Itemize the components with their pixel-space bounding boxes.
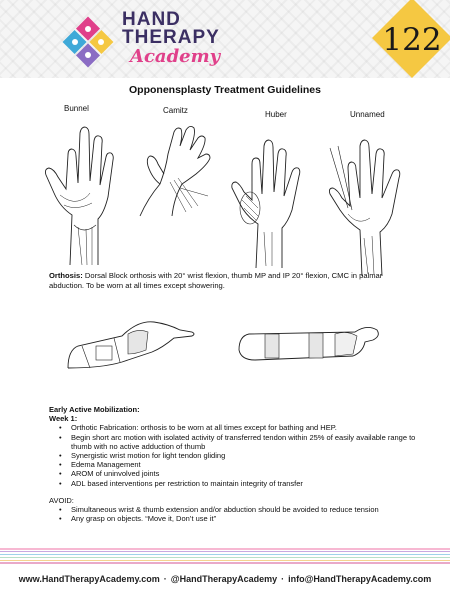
- figure-label-bunnel: Bunnel: [64, 104, 89, 113]
- footer-email-link[interactable]: info@HandTherapyAcademy.com: [288, 574, 432, 584]
- figure-label-camitz: Camitz: [163, 106, 188, 115]
- logo-text-academy: Academy: [130, 46, 221, 67]
- mobilization-heading: Early Active Mobilization:: [49, 405, 140, 414]
- avoid-heading: AVOID:: [49, 495, 74, 505]
- list-item: • Synergistic wrist motion for light tendon gliding: [71, 451, 421, 460]
- footer-website-link[interactable]: www.HandTherapyAcademy.com: [18, 574, 160, 584]
- decorative-stripes: [0, 548, 450, 570]
- footer-separator: ·: [163, 574, 167, 584]
- page-header: [0, 0, 450, 78]
- list-item: • Any grasp on objects. “Move it, Don’t use it”: [71, 514, 421, 523]
- hand-illustration-camitz: [130, 118, 230, 218]
- orthosis-label: Orthosis:: [49, 271, 83, 280]
- week-heading: Week 1:: [49, 414, 78, 424]
- list-item: • Orthotic Fabrication: orthosis to be worn at all times except for bathing and HEP.: [71, 423, 421, 432]
- orthosis-illustration-2: [235, 320, 385, 370]
- list-item: • ADL based interventions per restriction to maintain integrity of transfer: [71, 479, 421, 488]
- page-number: 122: [382, 22, 442, 58]
- figure-label-huber: Huber: [265, 110, 287, 119]
- list-item: • Edema Management: [71, 460, 421, 469]
- hand-illustration-unnamed: [318, 118, 418, 278]
- list-item: • Simultaneous wrist & thumb extension and/or abduction should be avoided to reduce tension: [71, 505, 421, 514]
- figure-label-unnamed: Unnamed: [350, 110, 385, 119]
- stripe: [0, 554, 450, 556]
- list-item: • AROM of uninvolved joints: [71, 469, 421, 478]
- page-footer: [0, 574, 450, 584]
- page-title: Opponensplasty Treatment Guidelines: [129, 84, 321, 96]
- stripe: [0, 560, 450, 562]
- stripe: [0, 548, 450, 550]
- avoid-list: [49, 505, 421, 523]
- stripe: [0, 551, 450, 553]
- hand-illustration-huber: [228, 120, 318, 270]
- stripe: [0, 562, 450, 564]
- footer-separator: ·: [281, 574, 285, 584]
- logo-text-therapy: THERAPY: [122, 27, 220, 48]
- list-item: • Begin short arc motion with isolated activity of transferred tendon within 25% of easily available range to thumb with no active adduction of thumb: [71, 433, 421, 451]
- footer-social-handle[interactable]: @HandTherapyAcademy: [170, 574, 278, 584]
- logo-mark: [60, 14, 116, 70]
- mobilization-list: [49, 423, 421, 487]
- hand-illustration-bunnel: [40, 115, 132, 270]
- stripe: [0, 557, 450, 559]
- orthosis-paragraph: [49, 271, 419, 290]
- orthosis-text: Dorsal Block orthosis with 20° wrist flexion, thumb MP and IP 20° flexion, CMC in palmar abduction. To be worn at all times except showering.: [49, 271, 383, 290]
- logo-text-hand: HAND: [122, 9, 181, 30]
- mobilization-section: [49, 405, 421, 523]
- orthosis-illustration-1: [62, 310, 202, 372]
